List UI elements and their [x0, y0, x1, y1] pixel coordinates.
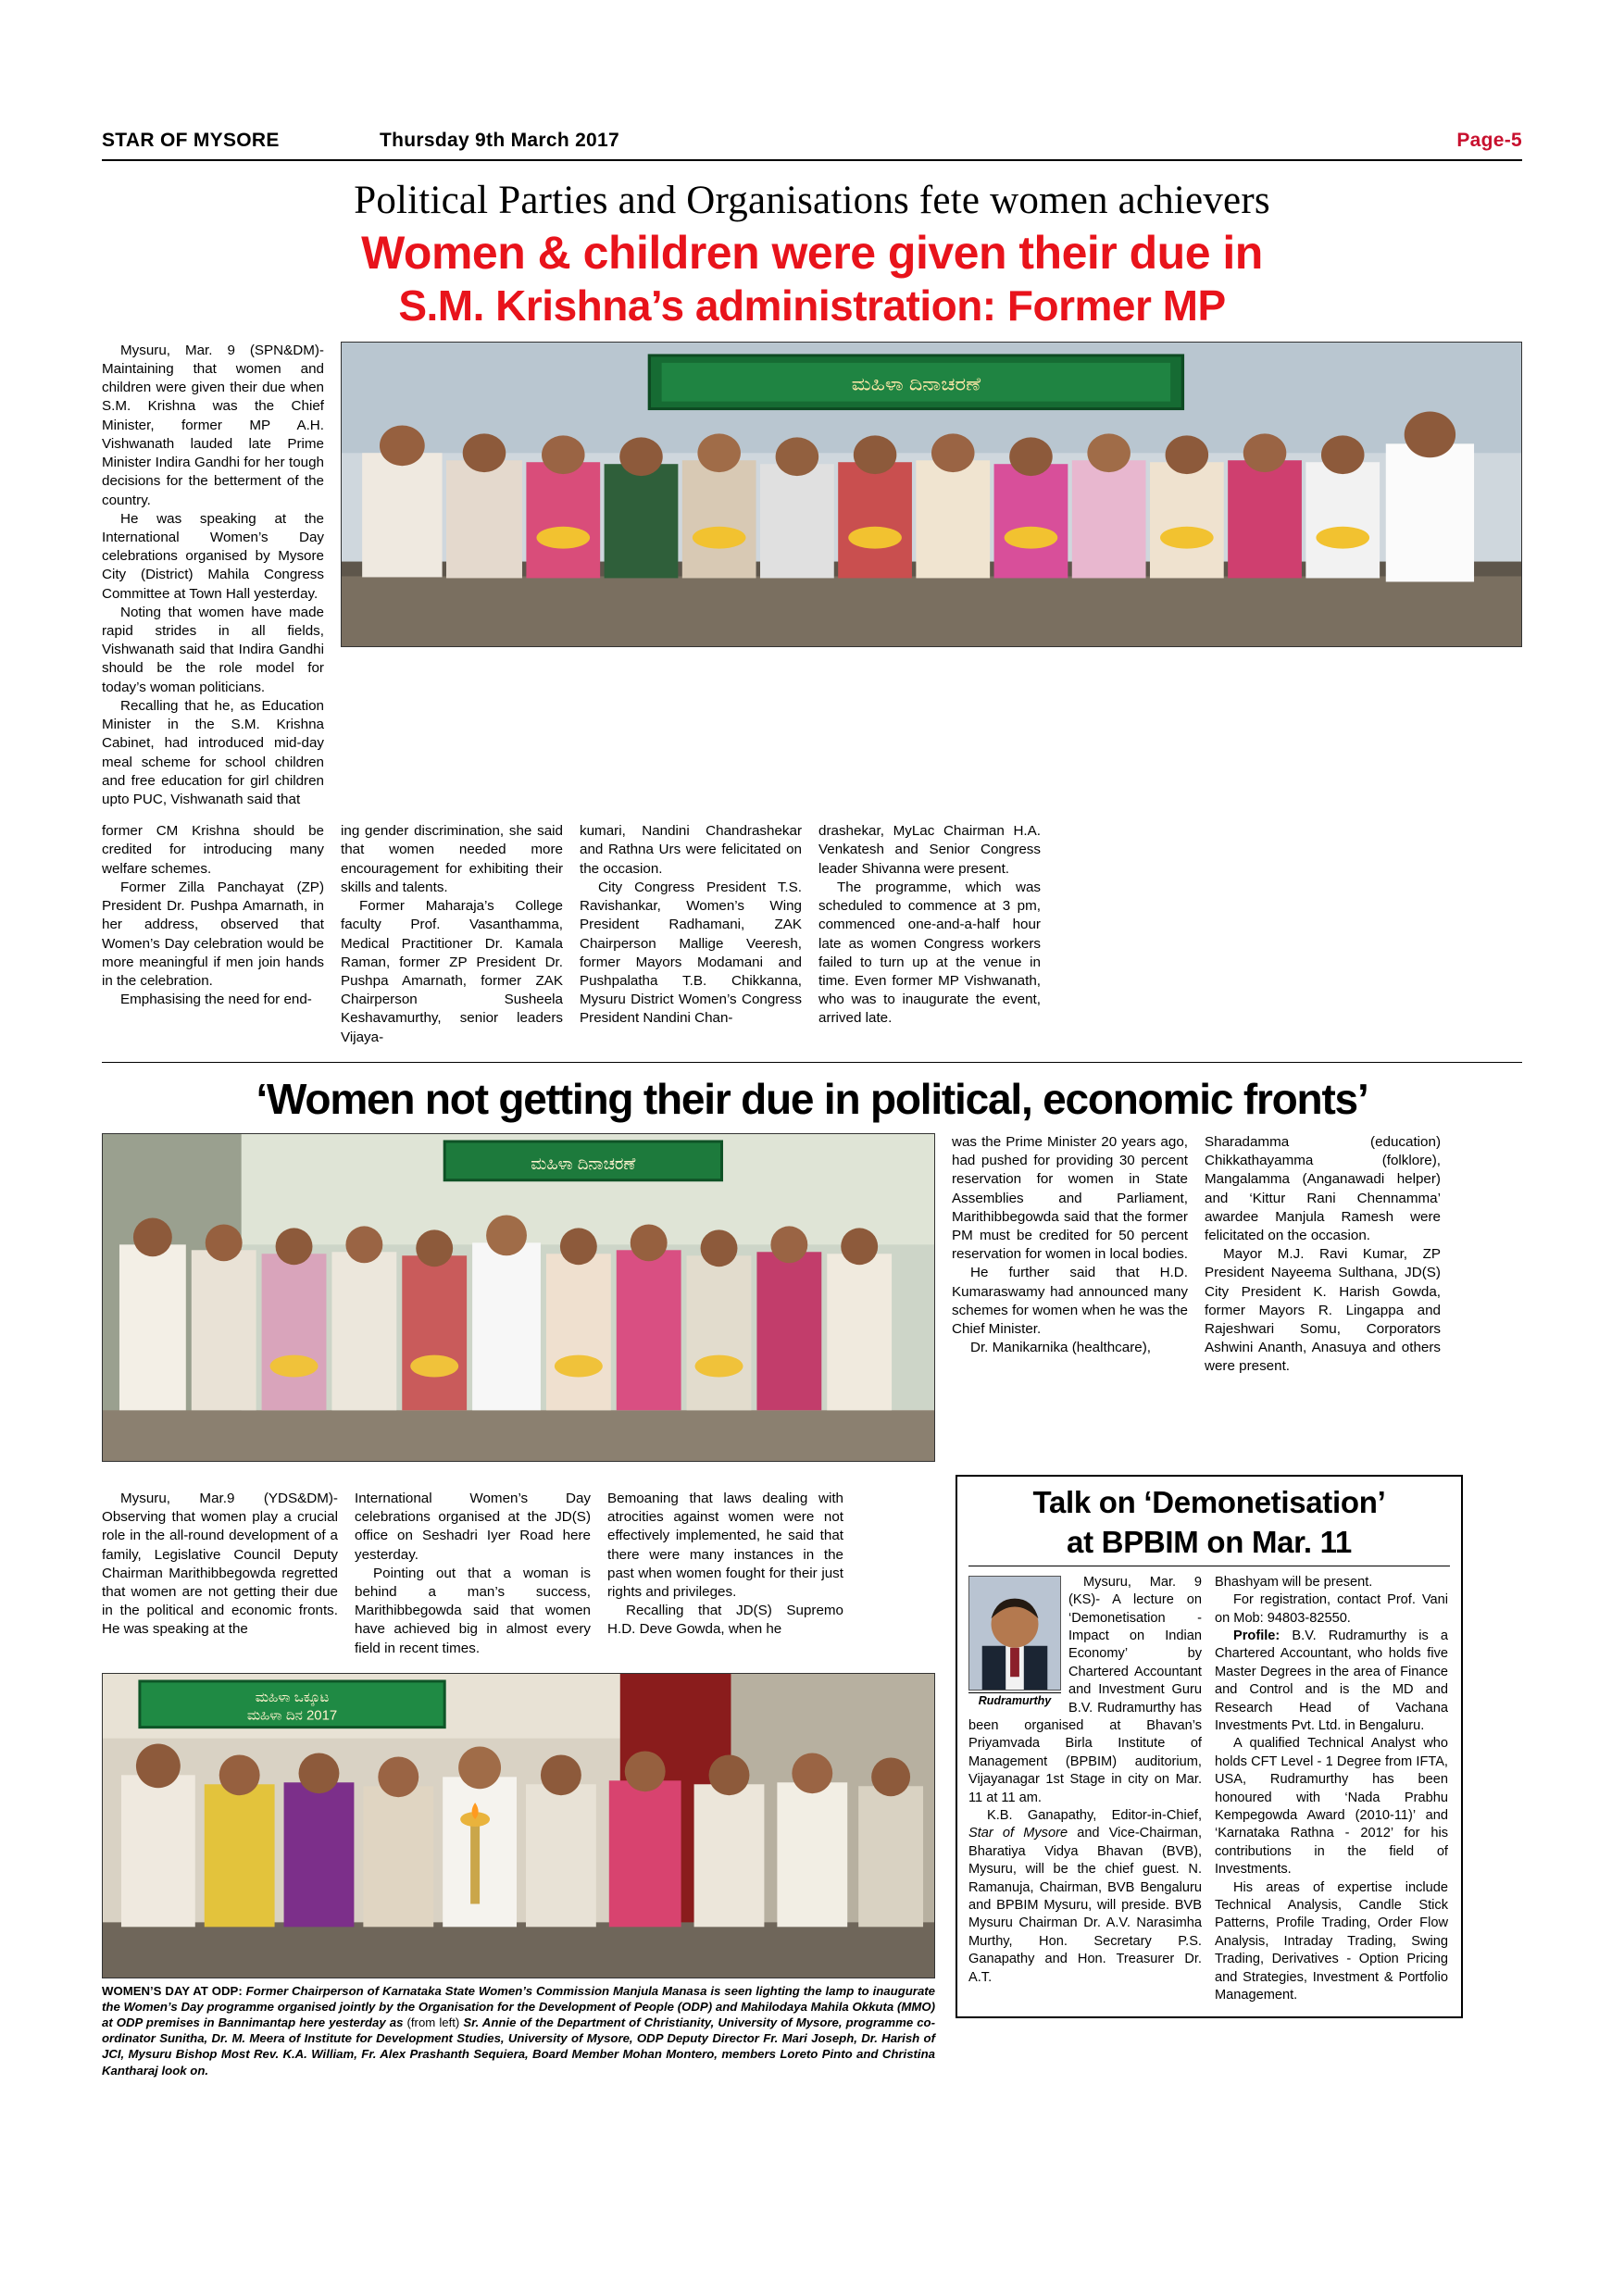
caption-from-left: (from left) — [406, 2015, 460, 2030]
paragraph: A qualified Technical Analyst who holds CFT Level - 1 Degree from IFTA, USA, Rudramurthy has been honoured with ‘Nada Prabhu Kempegowda Award (2010-11)’ and ‘Karnataka Rathna - 2012’ for his contributions in the field of Investments. — [1215, 1736, 1448, 1878]
paragraph: Former Zilla Panchayat (ZP) President Dr. Pushpa Amarnath, in her address, observed that Women’s Day celebration would be more meaningful if men join hands in the celebration. — [102, 879, 324, 989]
paragraph — [1215, 1628, 1448, 1735]
paragraph: was the Prime Minister 20 years ago, had pushed for providing 30 percent reservation for women in State Assemblies and Parliament, Marithibbegowda said that the former PM must be credited for 50 percent reservation for women in local bodies. — [952, 1133, 1188, 1263]
caption-text-2: Sr. Annie of the Department of Christianity, University of Mysore, programme co-ordinator Sunitha, Dr. M. Meera of Institute for Development Studies, University of Mysore, ODP Deputy Director Fr. Mari Joseph, Dr. Harish of JCI, Mysuru Bishop Most Rev. K.A. William, Fr. Alex Prashanth Sequiera, Board Member Mohan Montero, members Loreto Pinto and Christina Kantharaj look on. — [102, 2015, 935, 2078]
story-2-photo — [102, 1133, 935, 1462]
story-1-column-2-cont — [102, 822, 324, 1047]
paragraph: kumari, Nandini Chandrashekar and Rathna Urs were felicitated on the occasion. — [580, 823, 802, 877]
paragraph: Recalling that JD(S) Supremo H.D. Deve Gowda, when he — [607, 1603, 843, 1638]
paragraph: Mysuru, Mar. 9 (SPN&DM)- Maintaining that women and children were given their due when S.M. Krishna was the Chief Minister, former MP A.H. Vishwanath lauded late Prime Minister Indira Gandhi for her tough decisions for the betterment of the country. — [102, 342, 324, 508]
paragraph: Bhashyam will be present. — [1215, 1574, 1373, 1590]
paper-name: STAR OF MYSORE — [102, 130, 280, 151]
story-2-headline: ‘Women not getting their due in political, economic fronts’ — [256, 1074, 1368, 1123]
story-1-column-4 — [580, 822, 802, 1047]
story-2-right-column-1 — [952, 1133, 1188, 1462]
paragraph: City Congress President T.S. Ravishankar, Women’s Wing President Radhamani, ZAK Chairperson Mallige Veeresh, former Mayors Modamani and Pushpalatha T.B. Chikkanna, Mysuru District Women’s Congress President Nandini Chan- — [580, 879, 802, 1027]
story-1 — [102, 178, 1522, 1047]
paragraph: Noting that women have made rapid strides in all fields, Vishwanath said that Indira Gandhi should be the role model for today’s woman politicians. — [102, 604, 324, 695]
paragraph: Recalling that he, as Education Minister in the S.M. Krishna Cabinet, had introduced mid-day meal scheme for school children and free education for girl children upto PUC, Vishwanath said that — [102, 697, 324, 807]
paragraph: His areas of expertise include Technical Analysis, Candle Stick Patterns, Profile Trading, Order Flow Analysis, Intraday Trading, Swing Trading, Derivatives - Option Pricing and Strategies, Investment & Portfolio Management. — [1215, 1879, 1448, 2003]
paragraph: He further said that H.D. Kumaraswamy had announced many schemes for women when he was the Chief Minister. — [952, 1265, 1188, 1338]
profile-label: Profile: — [1233, 1628, 1280, 1643]
story-2-lower-column-3 — [607, 1490, 843, 1658]
paragraph: drashekar, MyLac Chairman H.A. Venkatesh and Senior Congress leader Shivanna were present. — [818, 823, 1041, 877]
box-column-1 — [968, 1574, 1202, 2005]
story-2-lower-column-2 — [355, 1490, 591, 1658]
paragraph: Dr. Manikarnika (healthcare), — [970, 1340, 1151, 1356]
paragraph: Mysuru, Mar.9 (YDS&DM)- Observing that women play a crucial role in the all-round development of a family, Legislative Council Deputy Chairman Marithibbegowda regretted that women are not getting their due in the political and economic fronts. He was speaking at the — [102, 1490, 338, 1638]
box-title-line-1: Talk on ‘Demonetisation’ — [1032, 1484, 1386, 1519]
paragraph — [968, 1807, 1202, 1987]
profile-text: B.V. Rudramurthy is a Chartered Accountant, who holds five Master Degrees in the area of Finance and Control and is the MD and Research Head of Vachana Investments Pvt. Ltd. in Bengaluru. — [1215, 1628, 1448, 1733]
portrait-caption: Rudramurthy — [968, 1692, 1061, 1707]
paragraph: ing gender discrimination, she said that women needed more encouragement for exhibiting their skills and talents. — [341, 823, 563, 895]
paragraph: Emphasising the need for end- — [120, 992, 312, 1008]
odp-photo — [102, 1673, 935, 1978]
paragraph: Pointing out that a woman is behind a man’s success, Marithibbegowda said that women have achieved big in almost every field in recent times. — [355, 1565, 591, 1656]
story-2-lower-column-1 — [102, 1490, 338, 1658]
issue-date: Thursday 9th March 2017 — [380, 130, 619, 151]
story-2 — [102, 1133, 1522, 1462]
paragraph: The programme, which was scheduled to commence at 3 pm, commenced one-and-a-half hour late as women Congress workers failed to turn up at the venue in time. Even former MP Vishwanath, who was to inaugurate the event, arrived late. — [818, 879, 1041, 1027]
paragraph: Bemoaning that laws dealing with atrocities against women were not effectively implemented, he said that there were many instances in the past when women fought for their just rights and privileges. — [607, 1490, 843, 1600]
masthead — [102, 130, 1522, 152]
svg-text:ಮಹಿಳಾ ದಿನಾಚರಣೆ: ಮಹಿಳಾ ದಿನಾಚರಣೆ — [851, 374, 981, 395]
demonetisation-box — [956, 1475, 1463, 2018]
page-number: Page-5 — [1456, 130, 1522, 151]
svg-text:ಮಹಿಳಾ ಒಕ್ಕೂಟ: ಮಹಿಳಾ ಒಕ್ಕೂಟ — [255, 1689, 330, 1705]
story-1-headline-line-2: S.M. Krishna’s administration: Former MP — [398, 281, 1226, 330]
paragraph: For registration, contact Prof. Vani on Mob: 94803-82550. — [1215, 1592, 1448, 1626]
story-2-right-column-2 — [1205, 1133, 1441, 1462]
paragraph: Mysuru, Mar. 9 (KS)- A lecture on ‘Demonetisation - Impact on Indian Economy’ by Chartered Accountant and Investment Guru B.V. Rudramurthy has been organised at Bhavan’s Priyamvada Birla Institute of Management (BPBIM) auditorium, Vijayanagar 1st Stage in city on Mar. 11 at 11 am. — [968, 1574, 1202, 1805]
masthead-rule — [102, 159, 1522, 161]
paragraph: Sharadamma (education) Chikkathayamma (folklore), Mangalamma (Anganawadi helper) and ‘Kittur Rani Chennamma’ awardee Manjula Ramesh were felicitated on the occasion. — [1205, 1133, 1441, 1243]
box-p2-a: K.B. Ganapathy, Editor-in-Chief, — [987, 1808, 1202, 1824]
story-1-photo — [341, 342, 1522, 647]
caption-text-1: Former Chairperson of Karnataka State Women’s Commission Manjula Manasa is seen lighting the lamp to inaugurate the Women’s Day programme organised jointly by the Organisation for the Development of People (ODP) and Mahilodaya Mahila Okkuta (MMO) at ODP premises in Bannimantap here yesterday as — [102, 1983, 935, 2030]
story-1-headline-line-1: Women & children were given their due in — [361, 227, 1263, 279]
svg-text:ಮಹಿಳಾ ದಿನ 2017: ಮಹಿಳಾ ದಿನ 2017 — [246, 1707, 338, 1724]
paragraph: International Women’s Day celebrations organised at the JD(S) office on Seshadri Iyer Road here yesterday. — [355, 1490, 591, 1563]
story-1-column-1 — [102, 342, 324, 809]
story-1-column-5 — [818, 822, 1041, 1047]
paragraph: He was speaking at the International Women’s Day celebrations organised by Mysore City (District) Mahila Congress Committee at Town Hall yesterday. — [102, 510, 324, 602]
paragraph: Former Maharaja’s College faculty Prof. Vasanthamma, Medical Practitioner Dr. Kamala Raman, former ZP President Dr. Pushpa Amarnath, former ZAK Chairperson Susheela Keshavamurthy, senior leaders Vijaya- — [341, 898, 563, 1045]
box-column-2 — [1215, 1574, 1448, 2005]
svg-text:ಮಹಿಳಾ ದಿನಾಚರಣೆ: ಮಹಿಳಾ ದಿನಾಚರಣೆ — [531, 1154, 636, 1173]
box-p2-b: and Vice-Chairman, Bharatiya Vidya Bhavan (BVB), Mysuru, will be the chief guest. N. Ramanuja, Chairman, BVB Bengaluru and BPBIM Mysuru, will preside. BVB Mysuru Chairman Dr. A.V. Narasimha Murthy, Hon. Secretary P.S. Ganapathy and Hon. Treasurer Dr. A.T. — [968, 1826, 1202, 1985]
box-p2-italic: Star of Mysore — [968, 1826, 1068, 1841]
rudramurthy-portrait — [968, 1576, 1061, 1691]
paragraph: Mayor M.J. Ravi Kumar, ZP President Nayeema Sulthana, JD(S) City President K. Harish Gowda, former Mayors R. Lingappa and Rajeshwari Somu, Corporators Ashwini Ananth, Anasuya and others were present. — [1205, 1246, 1441, 1375]
paragraph: former CM Krishna should be credited for introducing many welfare schemes. — [102, 823, 324, 877]
section-rule — [102, 1062, 1522, 1063]
story-1-column-3 — [341, 822, 563, 1047]
box-title-line-2: at BPBIM on Mar. 11 — [1067, 1524, 1352, 1559]
story-1-kicker: Political Parties and Organisations fete women achievers — [354, 179, 1270, 222]
odp-photo-caption — [102, 1983, 935, 2078]
caption-lead: WOMEN’S DAY AT ODP: — [102, 1983, 243, 1998]
